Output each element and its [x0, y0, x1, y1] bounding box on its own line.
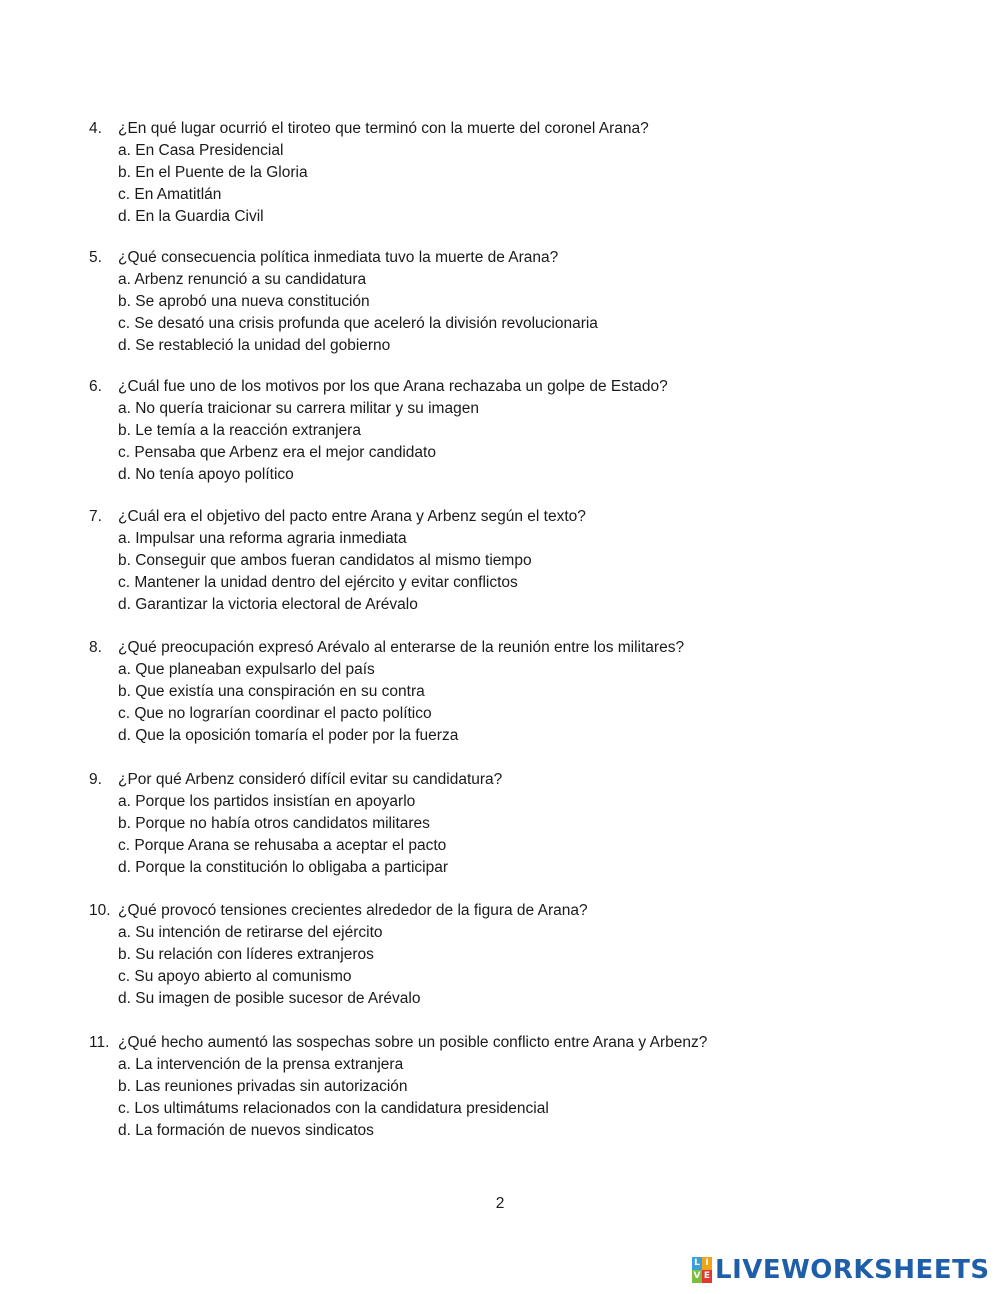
question-number: 4. — [89, 120, 102, 137]
option-d[interactable]: d. Garantizar la victoria electoral de Arévalo — [118, 596, 418, 613]
logo-text: LIVEWORKSHEETS — [715, 1255, 990, 1285]
page-number: 2 — [495, 1195, 505, 1212]
option-a[interactable]: a. En Casa Presidencial — [118, 142, 284, 159]
option-d[interactable]: d. La formación de nuevos sindicatos — [118, 1122, 374, 1139]
option-c[interactable]: c. Que no lograrían coordinar el pacto político — [118, 705, 432, 722]
badge-letter-l: L — [692, 1257, 702, 1270]
question-text: ¿Por qué Arbenz consideró difícil evitar su candidatura? — [118, 771, 503, 788]
question-number: 10. — [89, 902, 111, 919]
question-text: ¿En qué lugar ocurrió el tiroteo que terminó con la muerte del coronel Arana? — [118, 120, 649, 137]
option-b[interactable]: b. En el Puente de la Gloria — [118, 164, 308, 181]
option-c[interactable]: c. Porque Arana se rehusaba a aceptar el pacto — [118, 837, 447, 854]
option-c[interactable]: c. Pensaba que Arbenz era el mejor candidato — [118, 444, 436, 461]
option-c[interactable]: c. Mantener la unidad dentro del ejército y evitar conflictos — [118, 574, 518, 591]
option-b[interactable]: b. Le temía a la reacción extranjera — [118, 422, 361, 439]
option-b[interactable]: b. Las reuniones privadas sin autorización — [118, 1078, 408, 1095]
option-b[interactable]: b. Que existía una conspiración en su contra — [118, 683, 425, 700]
option-a[interactable]: a. Porque los partidos insistían en apoyarlo — [118, 793, 416, 810]
option-a[interactable]: a. No quería traicionar su carrera militar y su imagen — [118, 400, 479, 417]
badge-letter-e: E — [703, 1271, 711, 1281]
question-number: 8. — [89, 639, 102, 656]
option-b[interactable]: b. Porque no había otros candidatos militares — [118, 815, 430, 832]
live-badge-icon — [692, 1257, 712, 1283]
question-text: ¿Cuál era el objetivo del pacto entre Arana y Arbenz según el texto? — [118, 508, 586, 525]
option-d[interactable]: d. Porque la constitución lo obligaba a participar — [118, 859, 449, 876]
option-b[interactable]: b. Su relación con líderes extranjeros — [118, 946, 374, 963]
option-d[interactable]: d. Que la oposición tomaría el poder por la fuerza — [118, 727, 459, 744]
option-c[interactable]: c. Los ultimátums relacionados con la candidatura presidencial — [118, 1100, 549, 1117]
question-text: ¿Cuál fue uno de los motivos por los que Arana rechazaba un golpe de Estado? — [118, 378, 668, 395]
liveworksheets-logo — [692, 1254, 990, 1286]
option-d[interactable]: d. Su imagen de posible sucesor de Arévalo — [118, 990, 421, 1007]
option-a[interactable]: a. Impulsar una reforma agraria inmediata — [118, 530, 407, 547]
question-number: 7. — [89, 508, 102, 525]
question-text: ¿Qué consecuencia política inmediata tuvo la muerte de Arana? — [118, 249, 559, 266]
question-text: ¿Qué preocupación expresó Arévalo al enterarse de la reunión entre los militares? — [118, 639, 685, 656]
option-a[interactable]: a. Arbenz renunció a su candidatura — [118, 271, 367, 288]
option-b[interactable]: b. Conseguir que ambos fueran candidatos al mismo tiempo — [118, 552, 532, 569]
question-number: 11. — [89, 1034, 110, 1051]
badge-letter-i: I — [702, 1257, 712, 1270]
badge-letter-v: V — [693, 1271, 701, 1281]
question-number: 5. — [89, 249, 102, 266]
question-text: ¿Qué hecho aumentó las sospechas sobre un posible conflicto entre Arana y Arbenz? — [118, 1034, 708, 1051]
option-d[interactable]: d. Se restableció la unidad del gobierno — [118, 337, 391, 354]
option-c[interactable]: c. Se desató una crisis profunda que aceleró la división revolucionaria — [118, 315, 598, 332]
option-a[interactable]: a. La intervención de la prensa extranjera — [118, 1056, 404, 1073]
option-d[interactable]: d. En la Guardia Civil — [118, 208, 264, 225]
option-a[interactable]: a. Que planeaban expulsarlo del país — [118, 661, 375, 678]
option-c[interactable]: c. Su apoyo abierto al comunismo — [118, 968, 352, 985]
question-text: ¿Qué provocó tensiones crecientes alrededor de la figura de Arana? — [118, 902, 588, 919]
question-number: 9. — [89, 771, 102, 788]
option-d[interactable]: d. No tenía apoyo político — [118, 466, 294, 483]
option-c[interactable]: c. En Amatitlán — [118, 186, 222, 203]
question-number: 6. — [89, 378, 102, 395]
option-b[interactable]: b. Se aprobó una nueva constitución — [118, 293, 370, 310]
option-a[interactable]: a. Su intención de retirarse del ejército — [118, 924, 383, 941]
